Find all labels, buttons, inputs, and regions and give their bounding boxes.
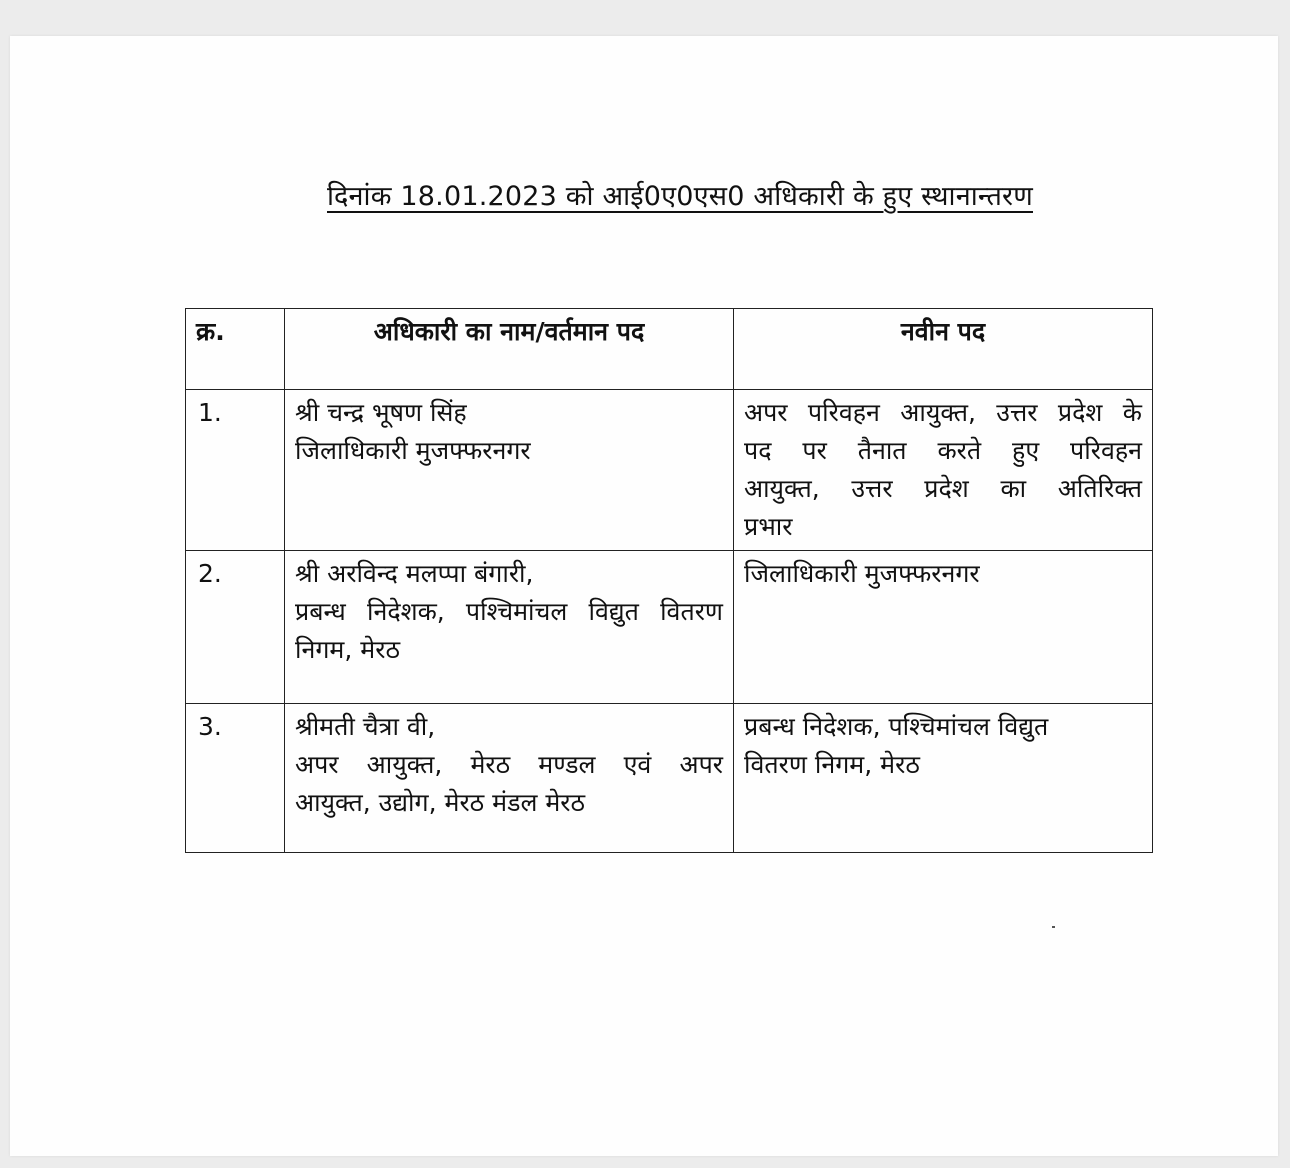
new-post-cell [734, 390, 1153, 551]
new-post-line: आयुक्त, उत्तर प्रदेश का अतिरिक्त [744, 474, 1142, 503]
table-row [186, 551, 1153, 704]
transfer-table-container [185, 308, 1152, 854]
officer-cell [285, 704, 734, 853]
officer-name: श्री चन्द्र भूषण सिंह [295, 398, 467, 427]
serial-number-cell: 2. [186, 551, 285, 704]
officer-cell [285, 390, 734, 551]
document-page [10, 36, 1278, 1156]
header-serial-number: क्र. [186, 309, 285, 390]
officer-current-post: प्रबन्ध निदेशक, पश्चिमांचल विद्युत वितरण [295, 597, 723, 626]
serial-number-cell: 1. [186, 390, 285, 551]
new-post-cell [734, 704, 1153, 853]
header-new-post: नवीन पद [734, 309, 1153, 390]
new-post-line: प्रबन्ध निदेशक, पश्चिमांचल विद्युत [744, 712, 1049, 741]
officer-cell [285, 551, 734, 704]
new-post-line: प्रभार [744, 512, 793, 541]
officer-current-post: जिलाधिकारी मुजफ्फरनगर [295, 436, 531, 465]
document-title: दिनांक 18.01.2023 को आई0ए0एस0 अधिकारी के हुए स्थानान्तरण [327, 181, 1033, 212]
officer-current-post: अपर आयुक्त, मेरठ मण्डल एवं अपर [295, 750, 723, 779]
header-officer-name-current-post: अधिकारी का नाम/वर्तमान पद [285, 309, 734, 390]
new-post-line: पद पर तैनात करते हुए परिवहन [744, 436, 1142, 465]
officer-current-post: आयुक्त, उद्योग, मेरठ मंडल मेरठ [295, 788, 586, 817]
officer-current-post: निगम, मेरठ [295, 635, 400, 664]
table-row [186, 390, 1153, 551]
officer-name: श्री अरविन्द मलप्पा बंगारी, [295, 559, 534, 588]
table-header-row [186, 309, 1153, 390]
new-post-line: जिलाधिकारी मुजफ्फरनगर [744, 559, 980, 588]
stray-mark [1052, 926, 1055, 928]
new-post-line: वितरण निगम, मेरठ [744, 750, 920, 779]
table-row [186, 704, 1153, 853]
new-post-line: अपर परिवहन आयुक्त, उत्तर प्रदेश के [744, 398, 1142, 427]
new-post-cell [734, 551, 1153, 704]
officer-name: श्रीमती चैत्रा वी, [295, 712, 436, 741]
transfer-table [185, 308, 1153, 853]
serial-number-cell: 3. [186, 704, 285, 853]
